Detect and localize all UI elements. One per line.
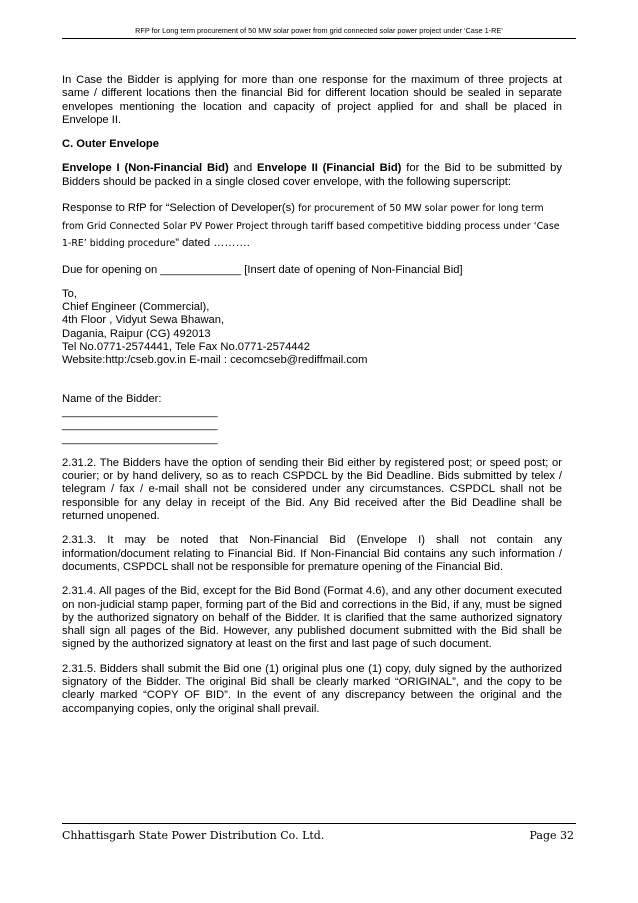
clause-2-31-5: 2.31.5. Bidders shall submit the Bid one (1) original plus one (1) copy, duly signed by the authorized signatory of the Bidder. The original Bid shall be clearly marked “ORIGINAL”, and the copy to be clearly marked “COPY OF BID”. In the event of any discrepancy between the original and the accompanying copies, only the original shall prevail. xyxy=(62,662,562,715)
page-number: Page 32 xyxy=(529,829,574,842)
response-prefix: Response to RfP for “Selection of Developer(s) xyxy=(62,202,299,215)
intro-paragraph: In Case the Bidder is applying for more than one response for the maximum of three projects at same / different locations then the financial Bid for different location should be sealed in separate envelopes mentioning the location and capacity of project applied for and shall be placed in Envelope II. xyxy=(62,74,562,126)
clause-2-31-3: 2.31.3. It may be noted that Non-Financial Bid (Envelope I) shall not contain any information/document relating to Financial Bid. If Non-Financial Bid contains any such information / documents, CSPDCL shall not be responsible for premature opening of the Financial Bid. xyxy=(62,534,562,573)
clause-2-31-4: 2.31.4. All pages of the Bid, except for the Bid Bond (Format 4.6), and any other document executed on non-judicial stamp paper, forming part of the Bid and corrections in the Bid, if any, must be signed by the authorized signatory on behalf of the Bidder. It is clarified that the same authorized signatory shall sign all pages of the Bid. However, any published document submitted with the Bid shall be signed by the authorized signatory at least on the first and last page of such document. xyxy=(62,585,562,651)
response-project-description: for procurement of 50 MW solar power for long term from Grid Connected Solar PV Power Project through tariff based competitive bidding process under ‘Case 1-RE’ bidding procedure xyxy=(62,203,560,250)
response-superscript xyxy=(62,200,562,253)
envelope-rest-text: for the Bid to be submitted by Bidders should be packed in a single closed cover envelope, with the following superscript: xyxy=(62,162,563,188)
bidder-blank-1: _________________________ xyxy=(62,405,218,418)
bidder-blank-2: _________________________ xyxy=(62,419,218,432)
address-line-1: Chief Engineer (Commercial), xyxy=(62,301,210,314)
address-line-2: 4th Floor , Vidyut Sewa Bhawan, xyxy=(62,314,225,327)
address-block xyxy=(62,288,562,368)
response-dated: ” dated ………. xyxy=(175,237,250,250)
page-content xyxy=(62,74,562,716)
clause-2-31-2: 2.31.2. The Bidders have the option of sending their Bid either by registered post; or speed post; or courier; or by hand delivery, so as to reach CSPDCL by the Bid Deadline. Bids submitted by telex / telegram / fax / e-mail shall not be considered under any circumstances. CSPDCL shall not be responsible for any delay in receipt of the Bid. Any Bid received after the Bid Deadline shall be returned unopened. xyxy=(62,456,562,523)
due-for-opening-line: Due for opening on _____________ [Insert date of opening of Non-Financial Bid] xyxy=(62,263,463,276)
bidder-block xyxy=(62,393,562,446)
envelope-paragraph xyxy=(62,162,562,189)
footer-organization: Chhattisgarh State Power Distribution Co. Ltd. xyxy=(62,829,325,842)
address-to: To, xyxy=(62,287,77,300)
address-phone: Tel No.0771-2574441, Tele Fax No.0771-2574442 xyxy=(62,341,310,354)
address-website-email: Website:http:/cseb.gov.in E-mail : cecomcseb@rediffmail.com xyxy=(62,354,368,367)
envelope-two-label: Envelope II (Financial Bid) xyxy=(257,162,402,175)
envelope-one-label: Envelope I (Non-Financial Bid) xyxy=(62,162,229,175)
address-line-3: Dagania, Raipur (CG) 492013 xyxy=(62,327,211,340)
running-header: RFP for Long term procurement of 50 MW solar power from grid connected solar power project under ‘Case 1-RE’ xyxy=(135,26,503,35)
section-heading: C. Outer Envelope xyxy=(62,138,159,151)
header-divider xyxy=(62,38,576,39)
bidder-blank-3: _________________________ xyxy=(62,432,218,445)
envelope-and-text: and xyxy=(228,162,258,175)
bidder-name-label: Name of the Bidder: xyxy=(62,392,162,405)
footer-divider xyxy=(62,823,576,824)
